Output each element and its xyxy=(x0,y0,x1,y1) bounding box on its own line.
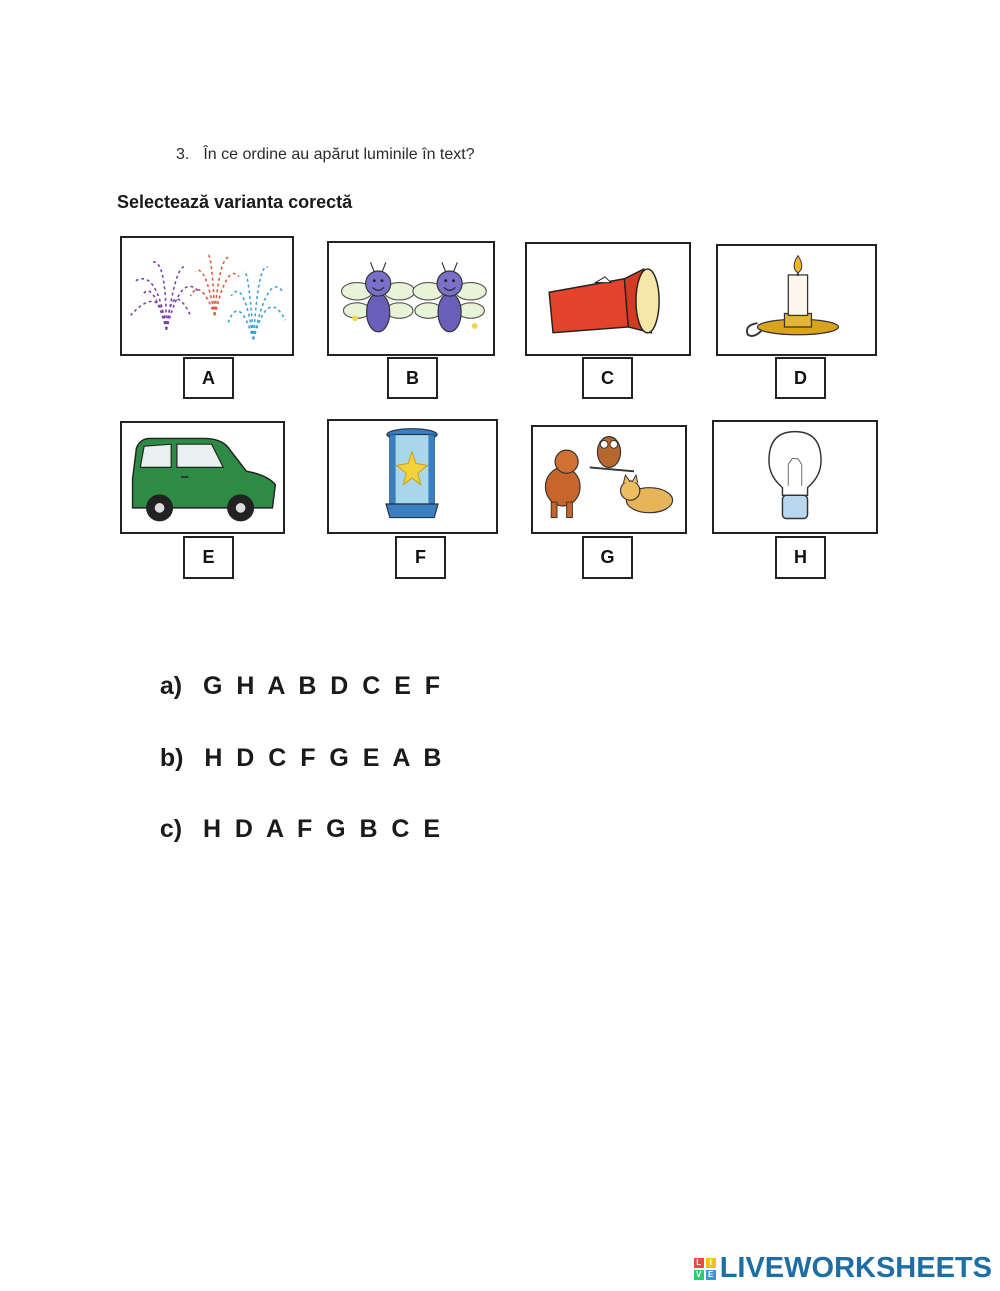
option-sequence: H D C F G E A B xyxy=(204,744,442,772)
option-label: c) xyxy=(159,815,183,843)
picture-h-light-bulb xyxy=(712,420,878,534)
label-box-d: D xyxy=(775,357,826,399)
label-box-h: H xyxy=(775,536,826,579)
animals-icon xyxy=(533,427,685,532)
option-sequence: G H A B D C E F xyxy=(202,672,441,700)
logo-badge-letter: E xyxy=(706,1270,716,1280)
logo-badge-icon xyxy=(694,1258,716,1280)
label-box-b: B xyxy=(387,357,438,399)
lantern-icon xyxy=(329,421,496,532)
question-text: În ce ordine au apărut luminile în text? xyxy=(203,146,475,163)
fireworks-icon xyxy=(122,238,292,354)
instruction-text: Selectează varianta corectă xyxy=(117,192,353,212)
firefly-icon xyxy=(329,243,493,354)
logo-badge-letter: L xyxy=(694,1258,704,1268)
picture-c-flashlight xyxy=(525,242,691,356)
label-box-f: F xyxy=(395,536,446,579)
candle-icon xyxy=(718,246,875,354)
label-box-c: C xyxy=(582,357,633,399)
picture-e-car xyxy=(120,421,285,534)
label-box-a: A xyxy=(183,357,234,399)
option-b[interactable] xyxy=(146,715,441,773)
question-number: 3. xyxy=(176,146,190,163)
option-sequence: H D A F G B C E xyxy=(202,815,441,843)
logo-badge-letter: V xyxy=(694,1270,704,1280)
option-c[interactable] xyxy=(146,786,440,844)
option-label: a) xyxy=(159,672,183,700)
label-box-g: G xyxy=(582,536,633,579)
question-line xyxy=(176,146,475,164)
label-box-e: E xyxy=(183,536,234,579)
option-a[interactable] xyxy=(146,643,440,701)
picture-d-candle xyxy=(716,244,877,356)
logo-badge-letter: I xyxy=(706,1258,716,1268)
picture-g-animals xyxy=(531,425,687,534)
picture-f-lantern xyxy=(327,419,498,534)
flashlight-icon xyxy=(527,244,689,354)
logo-text: LIVEWORKSHEETS xyxy=(719,1252,992,1284)
option-label: b) xyxy=(159,744,184,772)
light-bulb-icon xyxy=(714,422,876,532)
picture-b-fireflies xyxy=(327,241,495,356)
picture-a-fireworks xyxy=(120,236,294,356)
liveworksheets-logo xyxy=(694,1252,992,1285)
car-icon xyxy=(122,423,283,532)
